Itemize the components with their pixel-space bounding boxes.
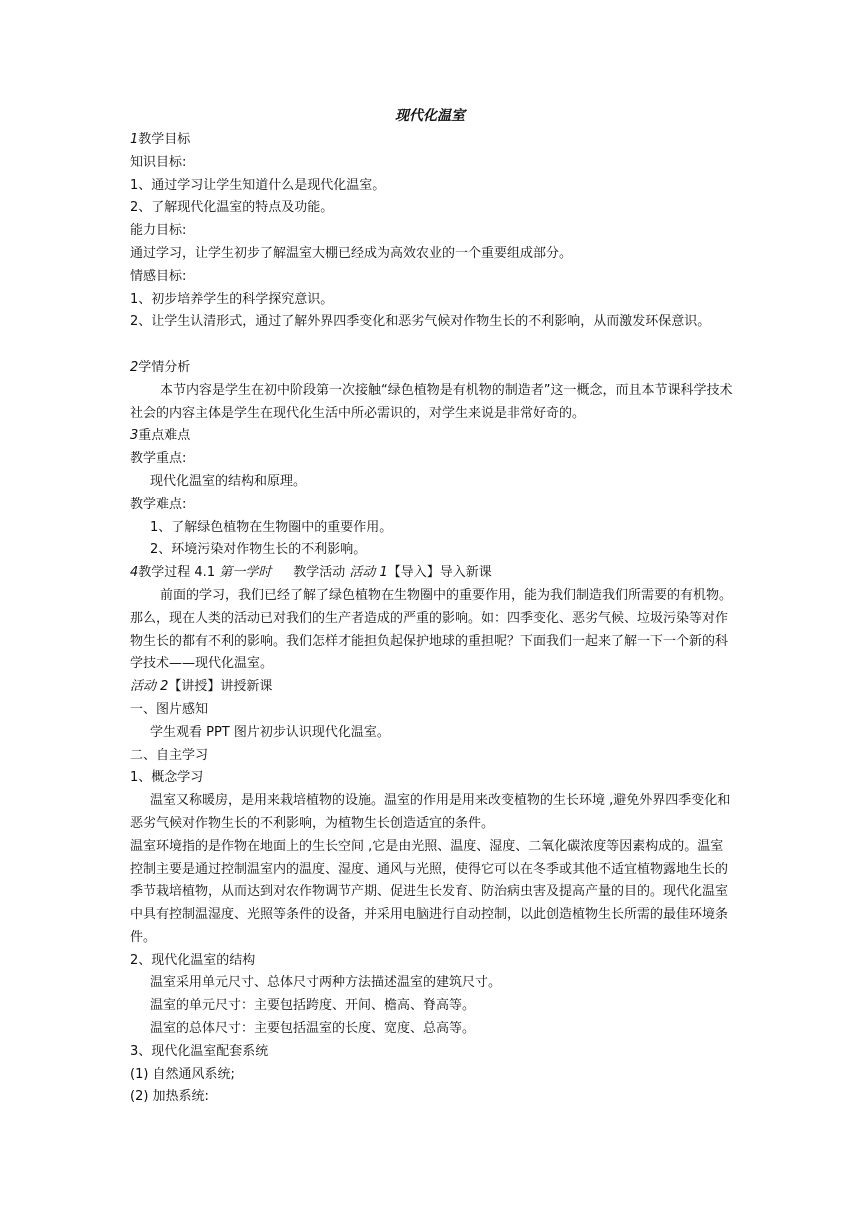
heading-concept: 1、概念学习 (130, 770, 204, 786)
ability-goal-1: 通过学习，让学生初步了解温室大棚已经成为高效农业的一个重要组成部分。 (130, 245, 573, 261)
difficulty-1: 1、了解绿色植物在生物圈中的重要作用。 (150, 519, 393, 535)
section-1-heading: 1教学目标 (130, 132, 191, 147)
intro-paragraph: 前面的学习，我们已经了解了绿色植物在生物圈中的重要作用，能为我们制造我们所需要的有机物。那么，现在人类的活动已对我们的生产者造成的严重的影响。如：四季变化、恶劣气候、垃圾污染等对作物生长的都有不利的影响。我们怎样才能担负起保护地球的重担呢？下面我们一起来了解一下一个新的科学技术——现代化温室。 (130, 587, 733, 672)
section-4-heading: 4教学过程 4.1 第一学时 教学活动 活动 1【导入】导入新课 (130, 565, 492, 581)
heading-self-study: 二、自主学习 (130, 747, 209, 763)
knowledge-goal-label: 知识目标: (130, 154, 187, 170)
emotion-goal-2: 2、让学生认清形式，通过了解外界四季变化和恶劣气候对作物生长的不利影响，从而激发环保意识。 (130, 314, 711, 330)
heading-system: 3、现代化温室配套系统 (130, 1043, 269, 1059)
emotion-goal-1: 1、初步培养学生的科学探究意识。 (130, 291, 334, 307)
heading-structure: 2、现代化温室的结构 (130, 952, 256, 968)
key-point-1: 现代化温室的结构和原理。 (150, 473, 307, 489)
document-body (130, 129, 735, 1109)
knowledge-goal-2: 2、了解现代化温室的特点及功能。 (130, 200, 334, 216)
knowledge-goal-1: 1、通过学习让学生知道什么是现代化温室。 (130, 177, 386, 193)
activity-2-heading: 活动 2【讲授】讲授新课 (130, 679, 273, 695)
picture-line: 学生观看 PPT 图片初步认识现代化温室。 (150, 724, 390, 740)
difficulty-label: 教学难点: (130, 496, 187, 512)
section-3-heading: 3重点难点 (130, 428, 191, 444)
structure-1: 温室采用单元尺寸、总体尺寸两种方法描述温室的建筑尺寸。 (150, 975, 502, 991)
heading-picture: 一、图片感知 (130, 701, 209, 717)
environment-paragraph: 温室环境指的是作物在地面上的生长空间 ,它是由光照、温度、湿度、二氧化碳浓度等因素构成的。温室控制主要是通过控制温室内的温度、湿度、通风与光照，使得它可以在冬季或其他不适宜植物露地生长的季节栽培植物，从而达到对农作物调节产期、促进生长发育、防治病虫害及提高产量的目的。现代化温室中具有控制温湿度、光照等条件的设备，并采用电脑进行自动控制，以此创造植物生长所需的最佳环境条件。 (130, 838, 729, 945)
difficulty-2: 2、环境污染对作物生长的不利影响。 (150, 542, 367, 558)
structure-3: 温室的总体尺寸：主要包括温室的长度、宽度、总高等。 (150, 1021, 476, 1037)
system-2: (2) 加热系统: (130, 1089, 209, 1105)
blank-line (130, 334, 735, 357)
system-1: (1) 自然通风系统; (130, 1066, 235, 1082)
ability-goal-label: 能力目标: (130, 223, 187, 239)
structure-2: 温室的单元尺寸：主要包括跨度、开间、檐高、脊高等。 (150, 998, 476, 1014)
document-title: 现代化温室 (395, 108, 465, 124)
concept-paragraph: 温室又称暖房，是用来栽培植物的设施。温室的作用是用来改变植物的生长环境 ,避免外界四季变化和恶劣气候对作物生长的不利影响，为植物生长创造适宜的条件。 (130, 793, 731, 831)
analysis-paragraph: 本节内容是学生在初中阶段第一次接触“绿色植物是有机物的制造者”这一概念，而且本节课科学技术社会的内容主体是学生在现代化生活中所必需识的，对学生来说是非常好奇的。 (130, 382, 733, 421)
emotion-goal-label: 情感目标: (130, 268, 187, 284)
key-point-label: 教学重点: (130, 451, 187, 467)
section-2-heading: 2学情分析 (130, 359, 191, 375)
